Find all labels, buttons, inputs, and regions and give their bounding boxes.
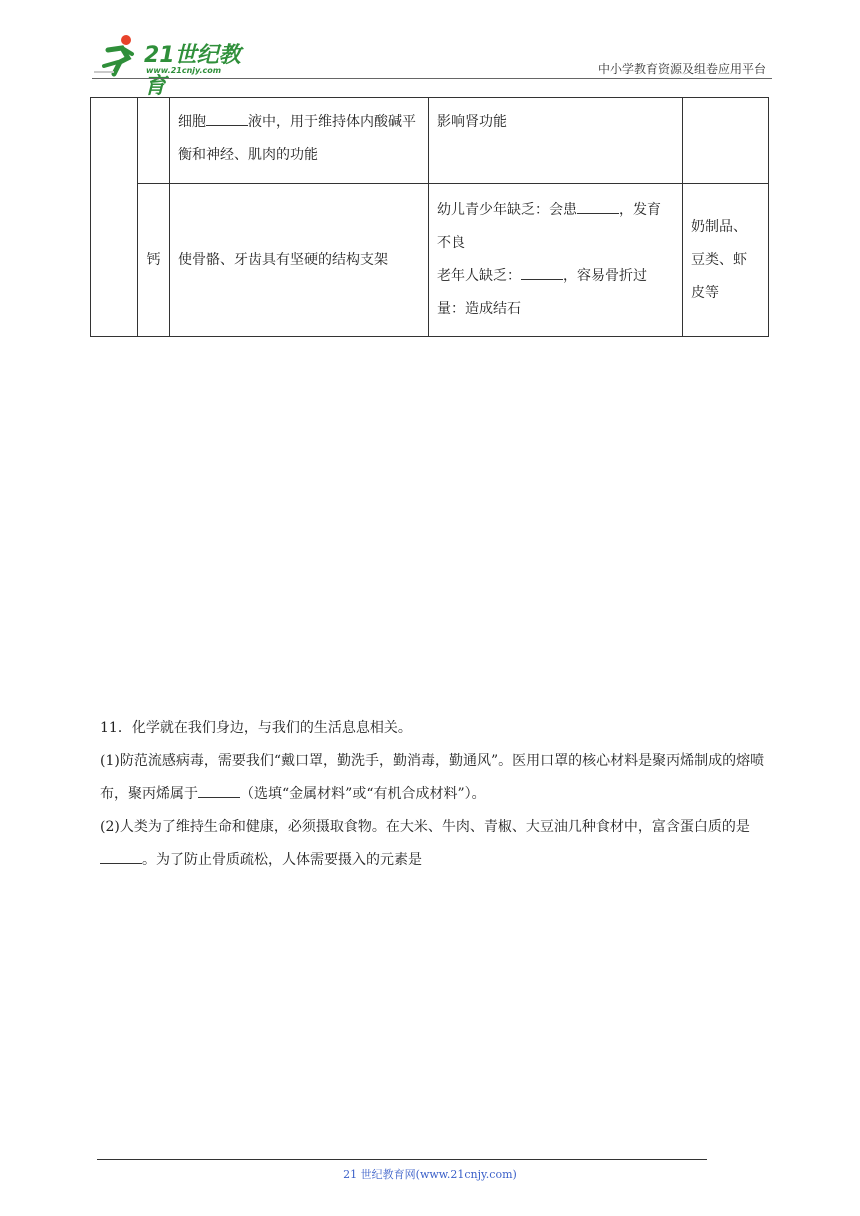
nutrient-table <box>90 97 769 337</box>
site-logo <box>92 32 262 99</box>
table-cell-category <box>91 98 138 337</box>
answer-blank[interactable] <box>100 849 142 864</box>
table-cell-element <box>138 98 170 184</box>
table-cell-source <box>683 98 769 184</box>
table-row <box>91 184 769 337</box>
question-part-2: (2)人类为了维持生命和健康，必须摄取食物。在大米、牛肉、青椒、大豆油几种食材中，富含蛋白质的是。为了防止骨质疏松，人体需要摄入的元素是 <box>100 819 750 868</box>
answer-blank[interactable] <box>206 111 248 126</box>
table-cell-effect: 影响肾功能 <box>429 98 683 184</box>
answer-blank[interactable] <box>521 265 563 280</box>
answer-blank[interactable] <box>577 199 619 214</box>
logo-title: 21世纪教育 <box>144 43 241 99</box>
footer-text[interactable]: 21 世纪教育网(www.21cnjy.com) <box>343 1168 517 1181</box>
logo-url: www.21cnjy.com <box>146 66 222 75</box>
question-11 <box>100 712 768 877</box>
table-cell-function: 细胞 液中，用于维持体内酸碱平衡和神经、肌肉的功能 <box>170 98 429 184</box>
table-cell-function: 使骨骼、牙齿具有坚硬的结构支架 <box>170 184 429 337</box>
footer-divider <box>97 1159 707 1160</box>
question-title: 11．化学就在我们身边，与我们的生活息息相关。 <box>100 720 412 736</box>
running-man-icon <box>92 32 142 78</box>
answer-blank[interactable] <box>198 783 240 798</box>
header-divider <box>92 78 772 79</box>
page-header <box>92 30 772 99</box>
table-row <box>91 98 769 184</box>
table-cell-effect: 幼儿青少年缺乏：会患 ，发育不良 老年人缺乏： ，容易骨折过量：造成结石 <box>429 184 683 337</box>
table-cell-source: 奶制品、豆类、虾皮等 <box>683 184 769 337</box>
question-part-1: (1)防范流感病毒，需要我们“戴口罩，勤洗手，勤消毒，勤通风”。医用口罩的核心材料是聚丙烯制成的熔喷布，聚丙烯属于 （选填“金属材料”或“有机合成材料”）。 <box>100 753 765 802</box>
table-cell-element: 钙 <box>138 184 170 337</box>
platform-name: 中小学教育资源及组卷应用平台 <box>597 62 766 76</box>
